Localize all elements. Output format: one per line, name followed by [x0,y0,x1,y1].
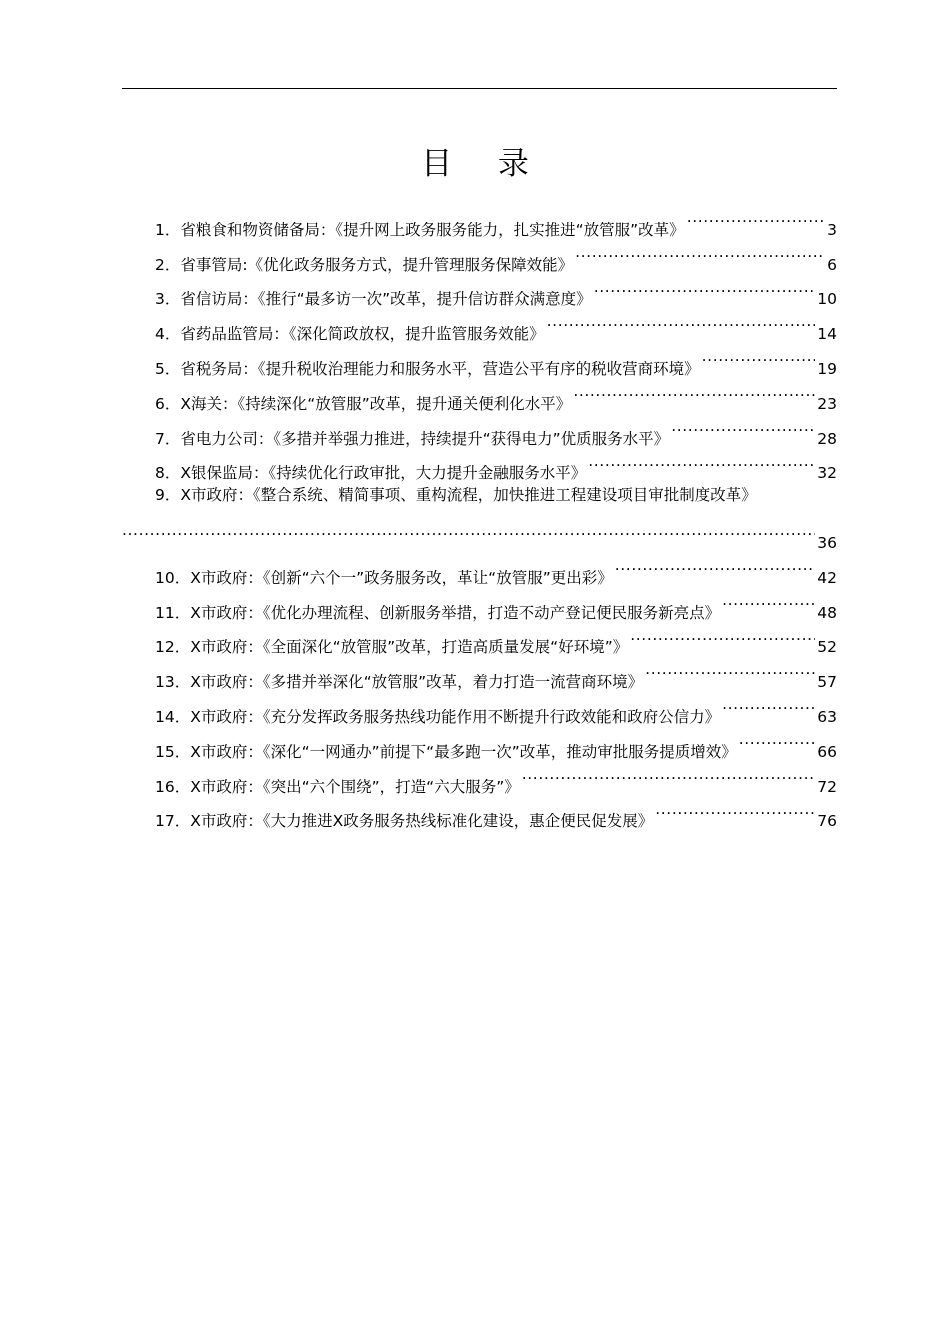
toc-entry-number: 7． [155,429,181,448]
toc-entry-title: X市政府：《深化“一网通办”前提下“最多跑一次”改革，推动审批服务提质增效》 [190,742,737,761]
toc-dot-leader [671,409,815,444]
toc-entry-page: 42 [817,568,837,587]
toc-entry-number: 3． [155,290,181,309]
toc-entry-page: 3 [827,220,837,239]
toc-entry-title: 省事管局:《优化政务服务方式，提升管理服务保障效能》 [180,255,574,274]
toc-entry-page: 76 [817,812,837,831]
toc-entry[interactable] [122,548,837,587]
toc-entry-title: 省电力公司：《多措并举强力推进，持续提升“获得电力”优质服务水平》 [180,429,670,448]
toc-dot-leader [575,235,825,270]
toc-dot-leader [687,200,825,235]
toc-entry-title: 省信访局：《推行“最多访一次”改革，提升信访群众满意度》 [180,290,592,309]
toc-entry-page: 6 [827,255,837,274]
toc-entry-number: 5． [155,359,181,378]
toc-dot-leader [702,339,816,374]
toc-entry-number: 11． [155,603,191,622]
toc-entry-title: X市政府：《大力推进X政务服务热线标准化建设，惠企便民促发展》 [190,812,654,831]
header-rule [122,88,837,89]
toc-entry-page: 19 [817,359,837,378]
toc-entry-title: X市政府：《全面深化“放管服”改革，打造高质量发展“好环境”》 [190,638,629,657]
toc-entry-number: 1． [155,220,181,239]
toc-entry[interactable] [122,478,837,513]
toc-dot-leader [655,792,815,827]
toc-dot-leader [522,757,816,792]
toc-dot-leader [594,270,816,305]
toc-entry-number: 4． [155,325,181,344]
toc-entry-number: 13． [155,673,191,692]
toc-entry-page: 14 [817,325,837,344]
toc-entry-number: 15． [155,742,191,761]
toc-entry-title: X银保监局：《持续优化行政审批，大力提升金融服务水平》 [180,464,587,483]
table-of-contents [122,200,837,831]
toc-entry-page: 32 [817,464,837,483]
toc-dot-leader [722,583,815,618]
toc-entry-page: 52 [817,638,837,657]
toc-entry-continuation[interactable] [122,513,837,552]
toc-entry-title: X市政府：《整合系统、精简事项、重构流程，加快推进工程建设项目审批制度改革》 [180,486,757,505]
toc-entry-number: 2． [155,255,181,274]
toc-entry-page: 57 [817,673,837,692]
toc-entry-page: 28 [817,429,837,448]
toc-dot-leader [588,444,815,479]
toc-entry-title: X市政府：《充分发挥政务服务热线功能作用不断提升行政效能和政府公信力》 [190,707,721,726]
toc-entry-number: 8． [155,464,181,483]
toc-entry-number: 10． [155,568,191,587]
toc-entry-number: 6． [155,394,181,413]
toc-entry-page: 36 [817,533,837,552]
toc-entry-title: 省粮食和物资储备局：《提升网上政务服务能力，扎实推进“放管服”改革》 [180,220,685,239]
toc-entry-page: 48 [817,603,837,622]
page-title: 目 录 [421,146,547,182]
toc-entry-title: 省药品监管局：《深化简政放权，提升监管服务效能》 [180,325,545,344]
toc-dot-leader [573,374,815,409]
toc-dot-leader [547,304,816,339]
toc-dot-leader [722,687,815,722]
toc-dot-leader [645,652,815,687]
toc-dot-leader [739,722,816,757]
toc-entry-title: X海关：《持续深化“放管服”改革，提升通关便利化水平》 [180,394,572,413]
toc-entry-title: X市政府：《创新“六个一”政务服务改，革让“放管服”更出彩》 [190,568,613,587]
toc-entry-title: X市政府：《优化办理流程、创新服务举措，打造不动产登记便民服务新亮点》 [190,603,721,622]
toc-entry-number: 12． [155,638,191,657]
toc-entry-page: 23 [817,394,837,413]
toc-entry-page: 10 [817,290,837,309]
toc-entry-title: 省税务局：《提升税收治理能力和服务水平，营造公平有序的税收营商环境》 [180,359,700,378]
toc-dot-leader [630,618,815,653]
toc-entry-page: 63 [817,707,837,726]
toc-dot-leader [122,513,815,548]
toc-entry-number: 16． [155,777,191,796]
toc-entry-number: 17． [155,812,191,831]
toc-entry-page: 66 [817,742,837,761]
toc-dot-leader [615,548,816,583]
toc-entry-number: 14． [155,707,191,726]
toc-entry-title: X市政府：《多措并举深化“放管服”改革，着力打造一流营商环境》 [190,673,644,692]
toc-entry-page: 72 [817,777,837,796]
toc-entry-number: 9． [155,486,181,505]
toc-entry[interactable] [122,200,837,239]
toc-entry-title: X市政府：《突出“六个围绕”，打造“六大服务”》 [190,777,520,796]
